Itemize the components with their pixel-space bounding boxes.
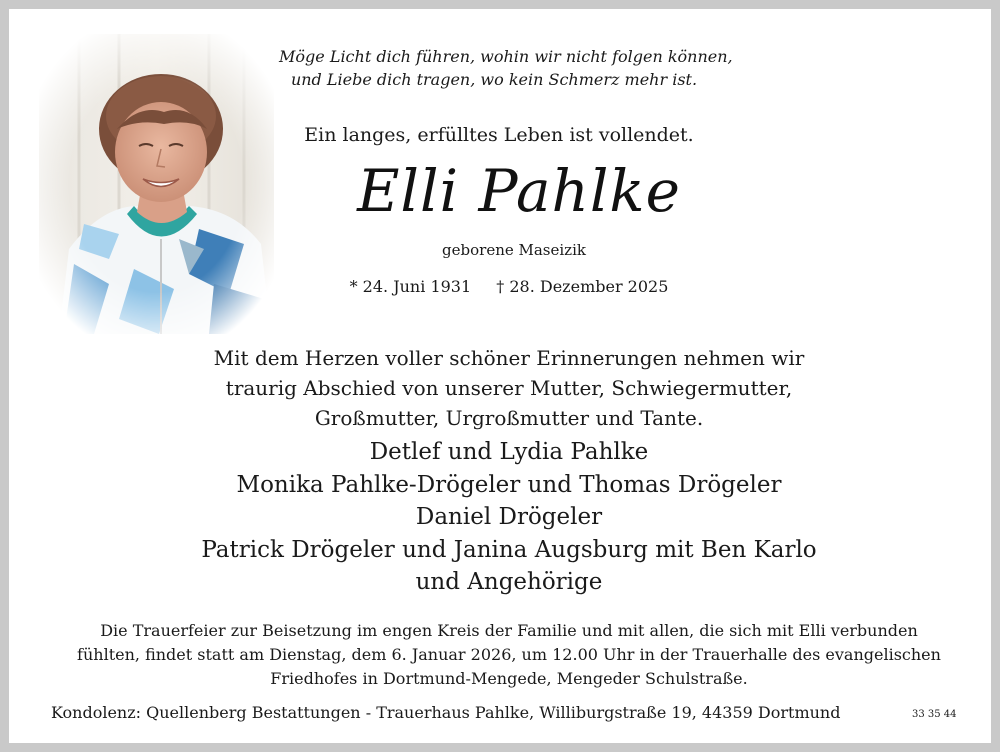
maiden-name: geborene Maseizik [442, 241, 586, 259]
death-date: † 28. Dezember 2025 [496, 277, 669, 296]
motto-line: Möge Licht dich führen, wohin wir nicht folgen können, [279, 47, 733, 66]
motto [279, 45, 733, 91]
motto-line: und Liebe dich tragen, wo kein Schmerz mehr ist. [290, 70, 698, 89]
announcement-line: Mit dem Herzen voller schöner Erinnerungen nehmen wir [213, 346, 805, 370]
mourner-entry: Patrick Drögeler und Janina Augsburg mit Ben Karlo [201, 536, 817, 563]
mourner-entry: und Angehörige [415, 569, 603, 595]
ceremony-line: fühlten, findet statt am Dienstag, dem 6. Januar 2026, um 12.00 Uhr in der Trauerhalle des evangelischen [77, 645, 941, 664]
announcement-line: traurig Abschied von unserer Mutter, Schwiegermutter, [225, 376, 793, 400]
ceremony-line: Die Trauerfeier zur Beisetzung im engen Kreis der Familie und mit allen, die sich mit Elli verbunden [100, 621, 918, 640]
ceremony-info [39, 619, 979, 691]
announcement-line: Großmutter, Urgroßmutter und Tante. [314, 406, 704, 430]
mourner-entry: Detlef und Lydia Pahlke [369, 439, 649, 465]
condolence-info: Kondolenz: Quellenberg Bestattungen - Trauerhaus Pahlke, Williburgstraße 19, 44359 Dortmund [51, 703, 841, 722]
mourners-list [109, 436, 909, 599]
deceased-name: Elli Pahlke [357, 157, 681, 225]
ceremony-line: Friedhofes in Dortmund-Mengede, Mengeder Schulstraße. [270, 669, 748, 688]
mourner-entry: Daniel Drögeler [415, 504, 603, 530]
portrait-photo [39, 34, 274, 334]
farewell-announcement [159, 343, 859, 433]
intro-text: Ein langes, erfülltes Leben ist vollendet. [304, 124, 694, 146]
mourner-entry: Monika Pahlke-Drögeler und Thomas Drögeler [236, 471, 782, 498]
birth-date: * 24. Juni 1931 [349, 277, 472, 296]
phone-number: 33 35 44 [912, 709, 957, 720]
life-dates [309, 277, 709, 296]
